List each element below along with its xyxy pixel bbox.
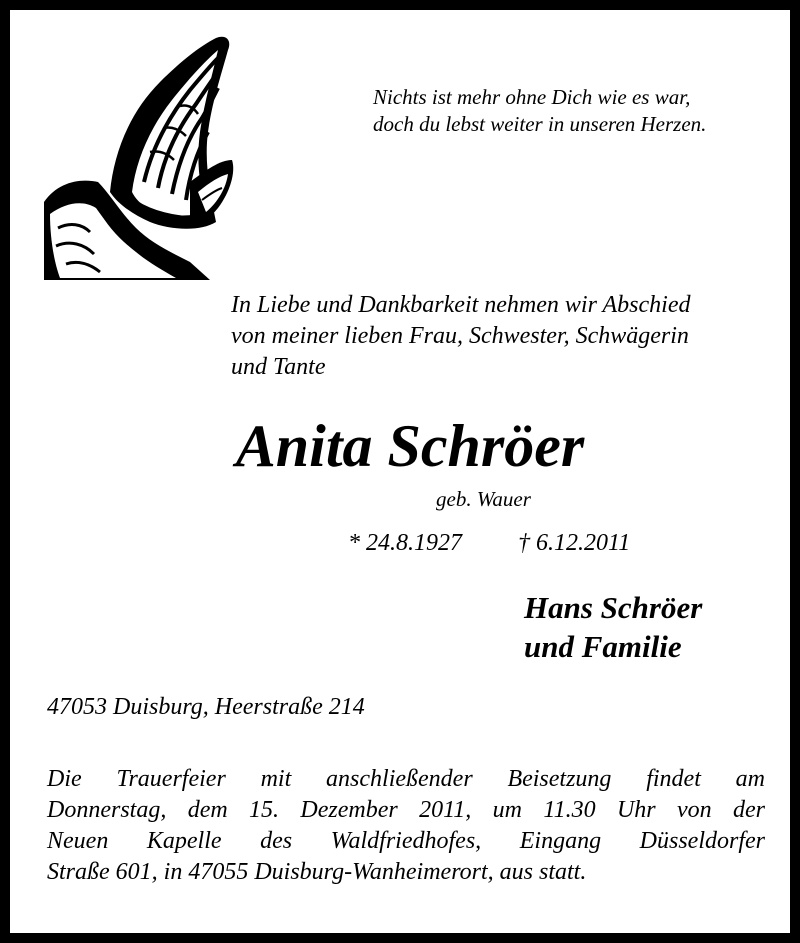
ceremony-line-4: Straße 601, in 47055 Duisburg-Wanheimerort, aus statt. — [47, 859, 587, 885]
praying-hands-icon — [40, 32, 240, 282]
family-address: 47053 Duisburg, Heerstraße 214 — [47, 694, 365, 720]
maiden-name: geb. Wauer — [436, 487, 531, 511]
deceased-name — [10, 410, 790, 482]
ceremony-line-3: Neuen Kapelle des Waldfriedhofes, Eingang Düsseldorfer — [47, 828, 765, 854]
birth-date: * 24.8.1927 — [348, 530, 462, 556]
ceremony-line-1: Die Trauerfeier mit anschließender Beisetzung findet am — [47, 766, 765, 792]
motto-line-1: Nichts ist mehr ohne Dich wie es war, — [373, 85, 691, 109]
farewell-intro — [231, 290, 690, 383]
deceased-name-text: Anita Schröer — [235, 413, 585, 479]
signer — [524, 588, 702, 666]
signer-line-1: Hans Schröer — [524, 590, 703, 625]
memorial-motto — [373, 84, 706, 138]
signer-line-2: und Familie — [524, 629, 682, 664]
death-date: † 6.12.2011 — [518, 530, 631, 556]
intro-line-3: und Tante — [231, 354, 326, 380]
motto-line-2: doch du lebst weiter in unseren Herzen. — [373, 112, 707, 136]
intro-line-2: von meiner lieben Frau, Schwester, Schwägerin — [231, 323, 689, 349]
intro-line-1: In Liebe und Dankbarkeit nehmen wir Abschied — [231, 292, 691, 318]
ceremony-line-2: Donnerstag, dem 15. Dezember 2011, um 11.30 Uhr von der — [47, 797, 765, 823]
funeral-ceremony-info — [47, 764, 765, 888]
